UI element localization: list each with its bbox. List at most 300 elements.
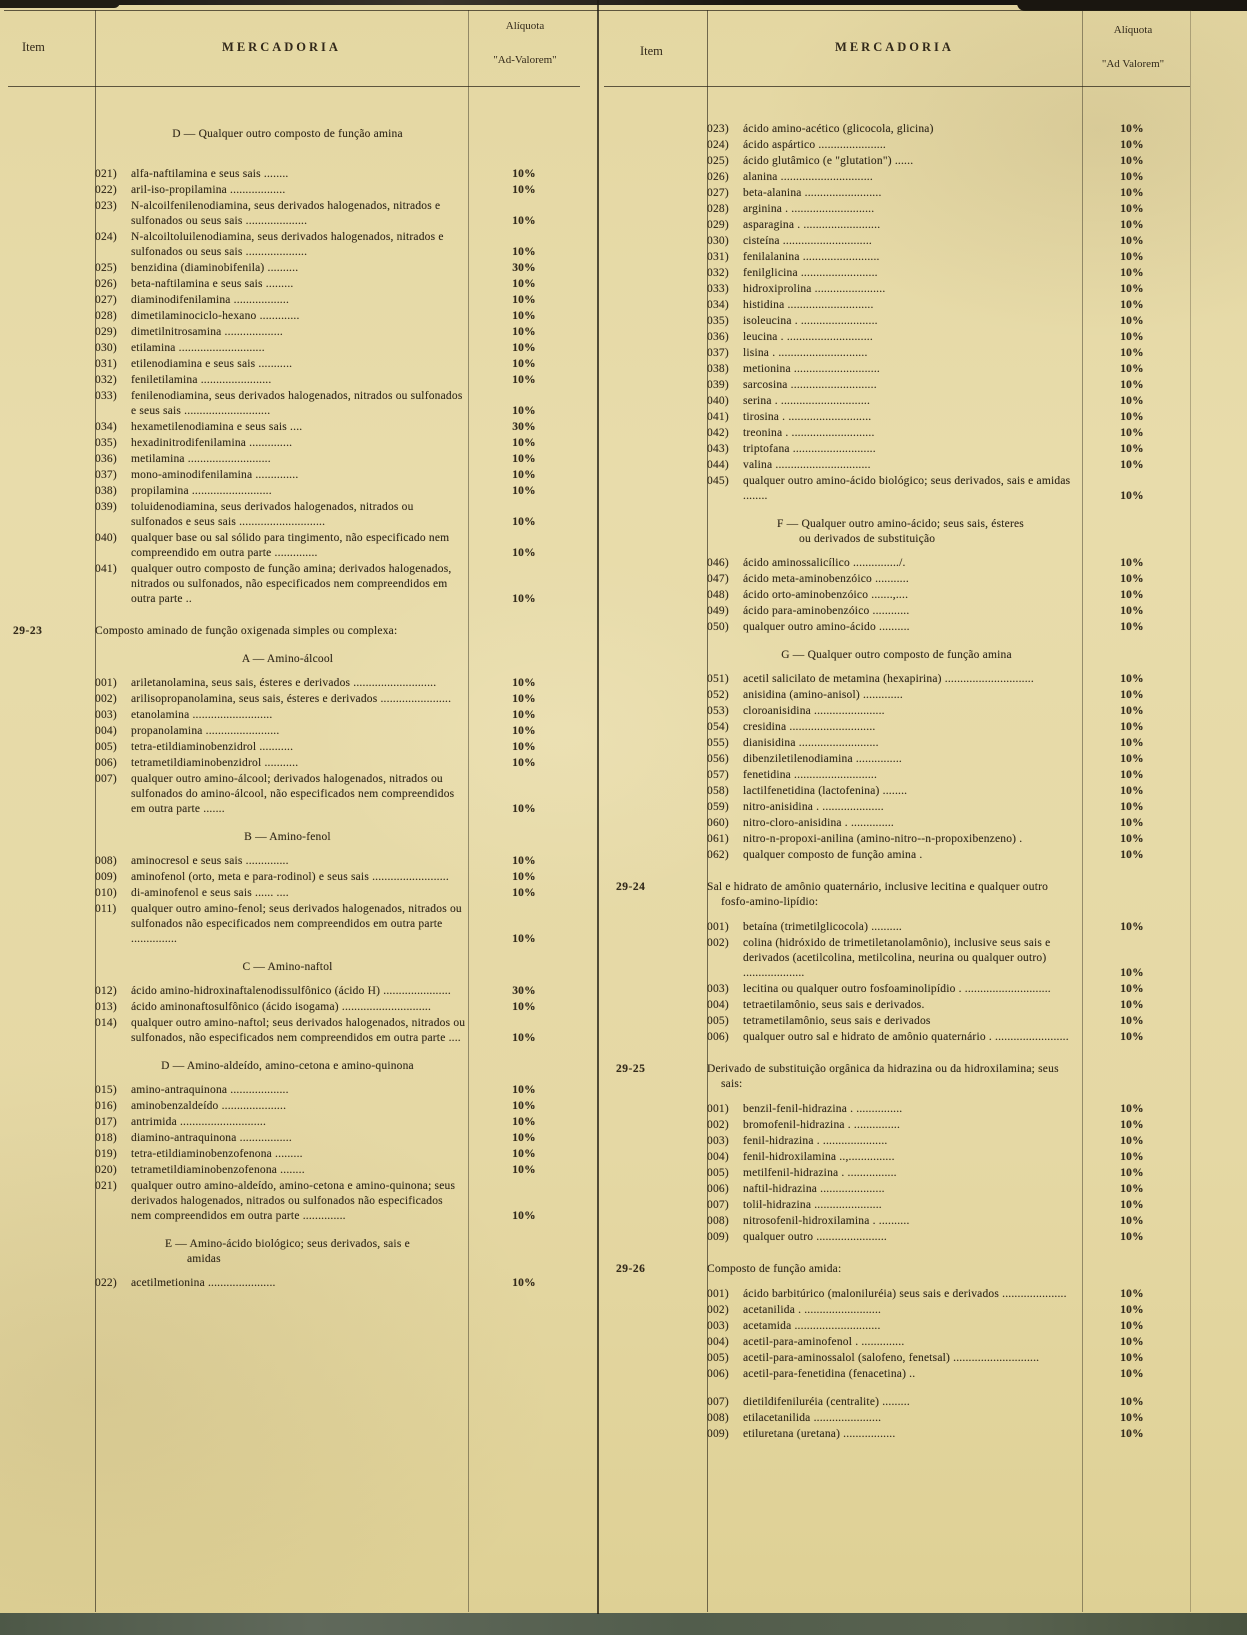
header-bottom-rule-right <box>604 86 1190 87</box>
entry-number: 001) <box>95 677 117 689</box>
tariff-entry-row <box>604 1134 1190 1149</box>
entry-rate: 10% <box>1120 557 1144 569</box>
entry-description: acetanilida . ......................... <box>743 1304 882 1316</box>
entry-description: mono-aminodifenilamina .............. <box>131 469 299 481</box>
entry-description: bromofenil-hidrazina . ............... <box>743 1119 901 1131</box>
entry-number: 035) <box>95 437 117 449</box>
entry-description: nitrosofenil-hidroxilamina . .......... <box>743 1215 910 1227</box>
entry-rate: 10% <box>1120 459 1144 471</box>
tariff-entry-row <box>604 784 1190 799</box>
entry-number: 005) <box>707 1167 729 1179</box>
entry-rate: 10% <box>1120 1015 1144 1027</box>
entry-description: qualquer outro amino-aldeído, amino-cetona e amino-quinona; seus derivados halogenados, nitrados ou sulfonados não especificados nem compreendidos em outra parte .............. <box>131 1180 456 1222</box>
entry-rate: 10% <box>1120 139 1144 151</box>
tariff-entry-row <box>8 1000 580 1015</box>
tariff-entry-row <box>604 1102 1190 1117</box>
entry-number: 005) <box>707 1352 729 1364</box>
entry-rate: 10% <box>512 168 536 180</box>
entry-rate: 10% <box>1120 1412 1144 1424</box>
tariff-entry-row <box>604 1303 1190 1318</box>
entry-description: metilamina ........................... <box>131 453 271 465</box>
entry-number: 004) <box>95 725 117 737</box>
entry-rate: 10% <box>512 1100 536 1112</box>
entry-number: 005) <box>707 1015 729 1027</box>
scan-edge-bottom <box>0 1613 1247 1635</box>
tariff-entry-row <box>604 218 1190 233</box>
entry-number: 040) <box>95 532 117 544</box>
entry-description: tetra-etildiaminobenzidrol ........... <box>131 741 294 753</box>
tariff-entry-row <box>8 1163 580 1178</box>
entry-number: 022) <box>95 184 117 196</box>
entry-description: acetilmetionina ...................... <box>131 1277 276 1289</box>
entry-number: 024) <box>707 139 729 151</box>
entry-description: hexadinitrodifenilamina .............. <box>131 437 293 449</box>
entry-number: 038) <box>95 485 117 497</box>
entry-rate: 10% <box>512 405 536 417</box>
entry-number: 014) <box>95 1017 117 1029</box>
entry-rate: 10% <box>1120 589 1144 601</box>
tariff-entry-row <box>604 346 1190 361</box>
tariff-entry-row <box>8 1016 580 1046</box>
entry-rate: 10% <box>512 547 536 559</box>
tariff-entry-row <box>604 1427 1190 1442</box>
entry-rate: 10% <box>512 310 536 322</box>
entry-rate: 10% <box>1120 1167 1144 1179</box>
entry-number: 024) <box>95 231 117 243</box>
section-heading-row <box>8 1059 580 1074</box>
entry-description: alanina .............................. <box>743 171 873 183</box>
entry-number: 008) <box>95 855 117 867</box>
section-heading: D — Qualquer outro composto de função amina <box>172 128 403 140</box>
item-code: 29-25 <box>616 1063 646 1075</box>
tariff-entry-row <box>604 1230 1190 1245</box>
entry-description: nitro-cloro-anisidina . .............. <box>743 817 895 829</box>
entry-description: fenil-hidrazina . ..................... <box>743 1135 888 1147</box>
entry-description: etilenodiamina e seus sais ........... <box>131 358 293 370</box>
entry-number: 034) <box>707 299 729 311</box>
entry-description: dibenziletilenodiamina ............... <box>743 753 902 765</box>
entry-description: qualquer composto de função amina . <box>743 849 923 861</box>
tariff-entry-row <box>8 724 580 739</box>
tariff-entry-row <box>604 1335 1190 1350</box>
entry-description: feniletilamina ....................... <box>131 374 272 386</box>
entry-description: cisteína ............................. <box>743 235 872 247</box>
entry-rate: 10% <box>1120 1352 1144 1364</box>
entry-rate: 10% <box>1120 1368 1144 1380</box>
entry-rate: 10% <box>1120 395 1144 407</box>
tariff-entry-row <box>604 816 1190 831</box>
entry-number: 021) <box>95 1180 117 1192</box>
tariff-entry-row <box>604 620 1190 635</box>
table-body-left <box>8 88 580 1292</box>
entry-description: ácido aspártico ...................... <box>743 139 887 151</box>
section-heading: B — Amino-fenol <box>244 831 331 843</box>
entry-description: serina . ............................. <box>743 395 871 407</box>
entry-description: aminobenzaldeído ..................... <box>131 1100 287 1112</box>
entry-number: 037) <box>707 347 729 359</box>
tariff-entry-row <box>604 250 1190 265</box>
entry-rate: 10% <box>1120 283 1144 295</box>
entry-rate: 10% <box>1120 155 1144 167</box>
tariff-entry-row <box>604 170 1190 185</box>
tariff-entry-row <box>604 920 1190 935</box>
entry-number: 033) <box>95 390 117 402</box>
entry-number: 036) <box>707 331 729 343</box>
ad-valorem-label: "Ad Valorem" <box>1101 58 1165 70</box>
entry-rate: 10% <box>1120 999 1144 1011</box>
entry-rate: 10% <box>512 1164 536 1176</box>
entry-number: 025) <box>95 262 117 274</box>
tariff-entry-row <box>604 1166 1190 1181</box>
tariff-entry-row <box>8 1131 580 1146</box>
entry-rate: 10% <box>1120 753 1144 765</box>
entry-description: qualquer outro sal e hidrato de amônio quaternário . ........................ <box>743 1031 1069 1043</box>
item-description: Composto aminado de função oxigenada simples ou complexa: <box>95 625 398 637</box>
tariff-entry-row <box>8 531 580 561</box>
entry-description: etiluretana (uretana) ................. <box>743 1428 896 1440</box>
entry-description: etilacetanilida ...................... <box>743 1412 882 1424</box>
tariff-item-row <box>604 1262 1190 1277</box>
entry-number: 004) <box>707 999 729 1011</box>
entry-description: ácido amino-acético (glicocola, glicina) <box>743 123 934 135</box>
entry-rate: 10% <box>512 342 536 354</box>
section-heading-row <box>8 960 580 975</box>
entry-rate: 10% <box>512 1084 536 1096</box>
entry-rate: 10% <box>1120 1320 1144 1332</box>
tariff-entry-row <box>8 1276 580 1291</box>
entry-rate: 10% <box>512 485 536 497</box>
entry-description: ariletanolamina, seus sais, ésteres e derivados ........................... <box>131 677 437 689</box>
entry-rate: 10% <box>1120 1103 1144 1115</box>
entry-number: 021) <box>95 168 117 180</box>
entry-description: fenilalanina ......................... <box>743 251 880 263</box>
entry-number: 059) <box>707 801 729 813</box>
entry-description: lactilfenetidina (lactofenina) ........ <box>743 785 908 797</box>
tariff-entry-row <box>604 982 1190 997</box>
entry-description: qualquer outro amino-álcool; derivados halogenados, nitrados ou sulfonados do amino-álcool, não especificados nem compreendidos em outra parte ....... <box>131 773 455 815</box>
tariff-entry-row <box>604 848 1190 863</box>
entry-rate: 10% <box>1120 1396 1144 1408</box>
entry-number: 007) <box>95 773 117 785</box>
entry-number: 054) <box>707 721 729 733</box>
entry-number: 002) <box>707 1304 729 1316</box>
entry-rate: 10% <box>512 1001 536 1013</box>
entry-description: sarcosina ............................ <box>743 379 877 391</box>
tariff-entry-row <box>604 426 1190 441</box>
entry-number: 038) <box>707 363 729 375</box>
entry-number: 006) <box>95 757 117 769</box>
item-code: 29-26 <box>616 1263 646 1275</box>
entry-description: N-alcoiltoluilenodiamina, seus derivados halogenados, nitrados e sulfonados ou seus sais .................... <box>131 231 444 258</box>
entry-rate: 10% <box>1120 203 1144 215</box>
entry-description: isoleucina . ......................... <box>743 315 878 327</box>
tariff-entry-row <box>604 1214 1190 1229</box>
entry-rate: 10% <box>1120 1031 1144 1043</box>
entry-rate: 10% <box>512 803 536 815</box>
entry-rate: 10% <box>512 677 536 689</box>
tariff-entry-row <box>8 870 580 885</box>
entry-number: 049) <box>707 605 729 617</box>
entry-number: 043) <box>707 443 729 455</box>
entry-description: benzidina (diaminobifenila) .......... <box>131 262 299 274</box>
entry-rate: 10% <box>1120 769 1144 781</box>
entry-rate: 10% <box>1120 1215 1144 1227</box>
tariff-entry-row <box>604 266 1190 281</box>
entry-description: ácido para-aminobenzóico ............ <box>743 605 910 617</box>
entry-rate: 10% <box>1120 123 1144 135</box>
entry-number: 030) <box>707 235 729 247</box>
tariff-entry-row <box>604 1014 1190 1029</box>
entry-rate: 10% <box>1120 171 1144 183</box>
entry-description: etanolamina .......................... <box>131 709 273 721</box>
entry-description: nitro-anisidina . .................... <box>743 801 884 813</box>
tariff-item-row <box>8 624 580 639</box>
entry-rate: 10% <box>1120 621 1144 633</box>
entry-description: fenilglicina ......................... <box>743 267 878 279</box>
entry-description: tetrametildiaminobenzofenona ........ <box>131 1164 305 1176</box>
tariff-entry-row <box>604 154 1190 169</box>
entry-number: 006) <box>707 1368 729 1380</box>
tariff-entry-row <box>8 1179 580 1224</box>
entry-rate: 10% <box>512 709 536 721</box>
entry-description: anisidina (amino-anisol) ............. <box>743 689 903 701</box>
entry-description: ácido aminonaftosulfônico (ácido isogama) ............................. <box>131 1001 432 1013</box>
section-heading: E — Amino-ácido biológico; seus derivados, sais e amidas <box>165 1238 410 1265</box>
entry-number: 041) <box>707 411 729 423</box>
tariff-entry-row <box>604 1395 1190 1410</box>
tariff-entry-row <box>604 458 1190 473</box>
spacer <box>8 151 580 167</box>
entry-rate: 10% <box>1120 379 1144 391</box>
tariff-entry-row <box>604 752 1190 767</box>
section-heading-row <box>604 517 1190 547</box>
entry-rate: 10% <box>1120 1428 1144 1440</box>
tariff-entry-row <box>604 474 1190 504</box>
entry-number: 031) <box>707 251 729 263</box>
section-heading-row <box>8 652 580 667</box>
tariff-entry-row <box>604 378 1190 393</box>
entry-rate: 10% <box>512 693 536 705</box>
entry-rate: 10% <box>1120 967 1144 979</box>
entry-rate: 10% <box>512 278 536 290</box>
entry-rate: 10% <box>1120 1183 1144 1195</box>
entry-description: di-aminofenol e seus sais ...... .... <box>131 887 289 899</box>
entry-rate: 10% <box>1120 315 1144 327</box>
tariff-entry-row <box>604 1198 1190 1213</box>
entry-description: cloroanisidina ....................... <box>743 705 885 717</box>
entry-description: qualquer base ou sal sólido para tingimento, não especificado nem compreendido em outra parte .............. <box>131 532 450 559</box>
entry-rate: 10% <box>512 1148 536 1160</box>
entry-rate: 30% <box>512 985 536 997</box>
entry-number: 028) <box>707 203 729 215</box>
entry-description: leucina . ............................ <box>743 331 873 343</box>
entry-number: 015) <box>95 1084 117 1096</box>
entry-description: naftil-hidrazina ..................... <box>743 1183 885 1195</box>
entry-rate: 10% <box>512 1032 536 1044</box>
tariff-entry-row <box>604 832 1190 847</box>
tariff-entry-row <box>604 1319 1190 1334</box>
entry-number: 044) <box>707 459 729 471</box>
entry-number: 032) <box>707 267 729 279</box>
entry-rate: 10% <box>512 887 536 899</box>
entry-description: aminocresol e seus sais .............. <box>131 855 289 867</box>
entry-number: 039) <box>95 501 117 513</box>
entry-description: propanolamina ........................ <box>131 725 280 737</box>
entry-description: nitro-n-propoxi-anilina (amino-nitro--n-propoxibenzeno) . <box>743 833 1023 845</box>
tariff-entry-row <box>8 740 580 755</box>
tariff-entry-row <box>8 183 580 198</box>
entry-rate: 10% <box>1120 849 1144 861</box>
entry-number: 028) <box>95 310 117 322</box>
aliquota-label: Alíquota <box>505 20 545 32</box>
entry-rate: 10% <box>512 294 536 306</box>
entry-number: 048) <box>707 589 729 601</box>
tariff-entry-row <box>8 1083 580 1098</box>
entry-rate: 10% <box>1120 427 1144 439</box>
entry-description: dianisidina .......................... <box>743 737 879 749</box>
entry-rate: 10% <box>1120 235 1144 247</box>
entry-description: arginina . ........................... <box>743 203 875 215</box>
tariff-entry-row <box>8 468 580 483</box>
entry-description: propilamina .......................... <box>131 485 272 497</box>
tariff-entry-row <box>8 1099 580 1114</box>
tariff-entry-row <box>604 202 1190 217</box>
tariff-entry-row <box>604 362 1190 377</box>
entry-rate: 10% <box>512 1132 536 1144</box>
column-header-aliquota <box>1074 24 1192 70</box>
tariff-entry-row <box>604 736 1190 751</box>
tariff-entry-row <box>604 234 1190 249</box>
tariff-entry-row <box>8 708 580 723</box>
tariff-entry-row <box>8 484 580 499</box>
entry-description: fenilenodiamina, seus derivados halogenados, nitrados ou sulfonados e seus sais ............................ <box>131 390 463 417</box>
entry-rate: 10% <box>1120 689 1144 701</box>
entry-number: 004) <box>707 1151 729 1163</box>
entry-number: 012) <box>95 985 117 997</box>
tariff-entry-row <box>604 672 1190 687</box>
entry-description: tetra-etildiaminobenzofenona ......... <box>131 1148 303 1160</box>
entry-rate: 10% <box>1120 705 1144 717</box>
aliquota-label: Alíquota <box>1113 24 1153 36</box>
entry-description: betaína (trimetilglicocola) .......... <box>743 921 902 933</box>
entry-rate: 10% <box>512 741 536 753</box>
entry-number: 009) <box>95 871 117 883</box>
entry-number: 042) <box>707 427 729 439</box>
entry-number: 034) <box>95 421 117 433</box>
entry-number: 001) <box>707 1288 729 1300</box>
item-description: Derivado de substituição orgânica da hidrazina ou da hidroxilamina; seus sais: <box>707 1063 1059 1090</box>
tariff-entry-row <box>604 936 1190 981</box>
entry-description: ácido meta-aminobenzóico ........... <box>743 573 909 585</box>
entry-description: tirosina . ........................... <box>743 411 872 423</box>
entry-rate: 10% <box>1120 267 1144 279</box>
item-code: 29-24 <box>616 881 646 893</box>
tariff-entry-row <box>604 298 1190 313</box>
entry-number: 002) <box>707 937 729 949</box>
entry-number: 001) <box>707 921 729 933</box>
entry-rate: 10% <box>1120 299 1144 311</box>
entry-description: tetrametilamônio, seus sais e derivados <box>743 1015 931 1027</box>
entry-rate: 10% <box>1120 1288 1144 1300</box>
right-edge-rule <box>1190 10 1191 1612</box>
entry-number: 003) <box>707 1135 729 1147</box>
entry-number: 027) <box>95 294 117 306</box>
entry-description: histidina ............................ <box>743 299 874 311</box>
entry-number: 032) <box>95 374 117 386</box>
entry-description: qualquer outro amino-ácido biológico; seus derivados, sais e amidas ........ <box>743 475 1071 502</box>
tariff-entry-row <box>604 1411 1190 1426</box>
entry-number: 053) <box>707 705 729 717</box>
entry-rate: 10% <box>1120 187 1144 199</box>
entry-description: qualquer outro composto de função amina; derivados halogenados, nitrados ou sulfonados, não especificados nem compreendidos em outra parte .. <box>131 563 452 605</box>
entry-number: 004) <box>707 1336 729 1348</box>
tariff-entry-row <box>8 452 580 467</box>
entry-number: 003) <box>707 983 729 995</box>
entry-rate: 10% <box>512 593 536 605</box>
entry-description: dimetilaminociclo-hexano ............. <box>131 310 300 322</box>
entry-description: valina ............................... <box>743 459 871 471</box>
entry-number: 001) <box>707 1103 729 1115</box>
entry-rate: 10% <box>512 184 536 196</box>
tariff-entry-row <box>8 1115 580 1130</box>
entry-description: benzil-fenil-hidrazina . ............... <box>743 1103 903 1115</box>
entry-number: 003) <box>95 709 117 721</box>
entry-rate: 10% <box>1120 219 1144 231</box>
section-heading-row <box>8 1237 580 1267</box>
entry-description: acetil-para-fenetidina (fenacetina) .. <box>743 1368 916 1380</box>
table-body-right <box>604 88 1190 1443</box>
entry-rate: 30% <box>512 421 536 433</box>
tariff-entry-row <box>604 442 1190 457</box>
entry-rate: 10% <box>512 1116 536 1128</box>
entry-rate: 10% <box>512 757 536 769</box>
entry-number: 013) <box>95 1001 117 1013</box>
entry-number: 047) <box>707 573 729 585</box>
entry-number: 005) <box>95 741 117 753</box>
entry-number: 016) <box>95 1100 117 1112</box>
tariff-entry-row <box>8 309 580 324</box>
spacer <box>604 1383 1190 1395</box>
section-heading-row <box>604 648 1190 663</box>
tariff-entry-row <box>8 293 580 308</box>
entry-rate: 10% <box>1120 573 1144 585</box>
section-heading: A — Amino-álcool <box>241 653 334 665</box>
entry-number: 031) <box>95 358 117 370</box>
entry-number: 052) <box>707 689 729 701</box>
entry-description: antrimida ............................ <box>131 1116 267 1128</box>
tariff-entry-row <box>8 1147 580 1162</box>
entry-description: acetil salicilato de metamina (hexapirina) ............................. <box>743 673 1034 685</box>
entry-rate: 10% <box>512 358 536 370</box>
entry-number: 011) <box>95 903 117 915</box>
entry-number: 017) <box>95 1116 117 1128</box>
entry-description: acetamida ............................ <box>743 1320 881 1332</box>
entry-rate: 10% <box>512 855 536 867</box>
entry-number: 061) <box>707 833 729 845</box>
tariff-entry-row <box>8 277 580 292</box>
entry-number: 009) <box>707 1231 729 1243</box>
column-header-item: Item <box>22 40 45 54</box>
tariff-entry-row <box>8 167 580 182</box>
tariff-entry-row <box>604 186 1190 201</box>
tariff-entry-row <box>8 230 580 260</box>
tariff-entry-row <box>8 854 580 869</box>
entry-rate: 10% <box>512 326 536 338</box>
entry-rate: 10% <box>1120 737 1144 749</box>
entry-rate: 10% <box>1120 1231 1144 1243</box>
entry-number: 050) <box>707 621 729 633</box>
tariff-entry-row <box>604 768 1190 783</box>
